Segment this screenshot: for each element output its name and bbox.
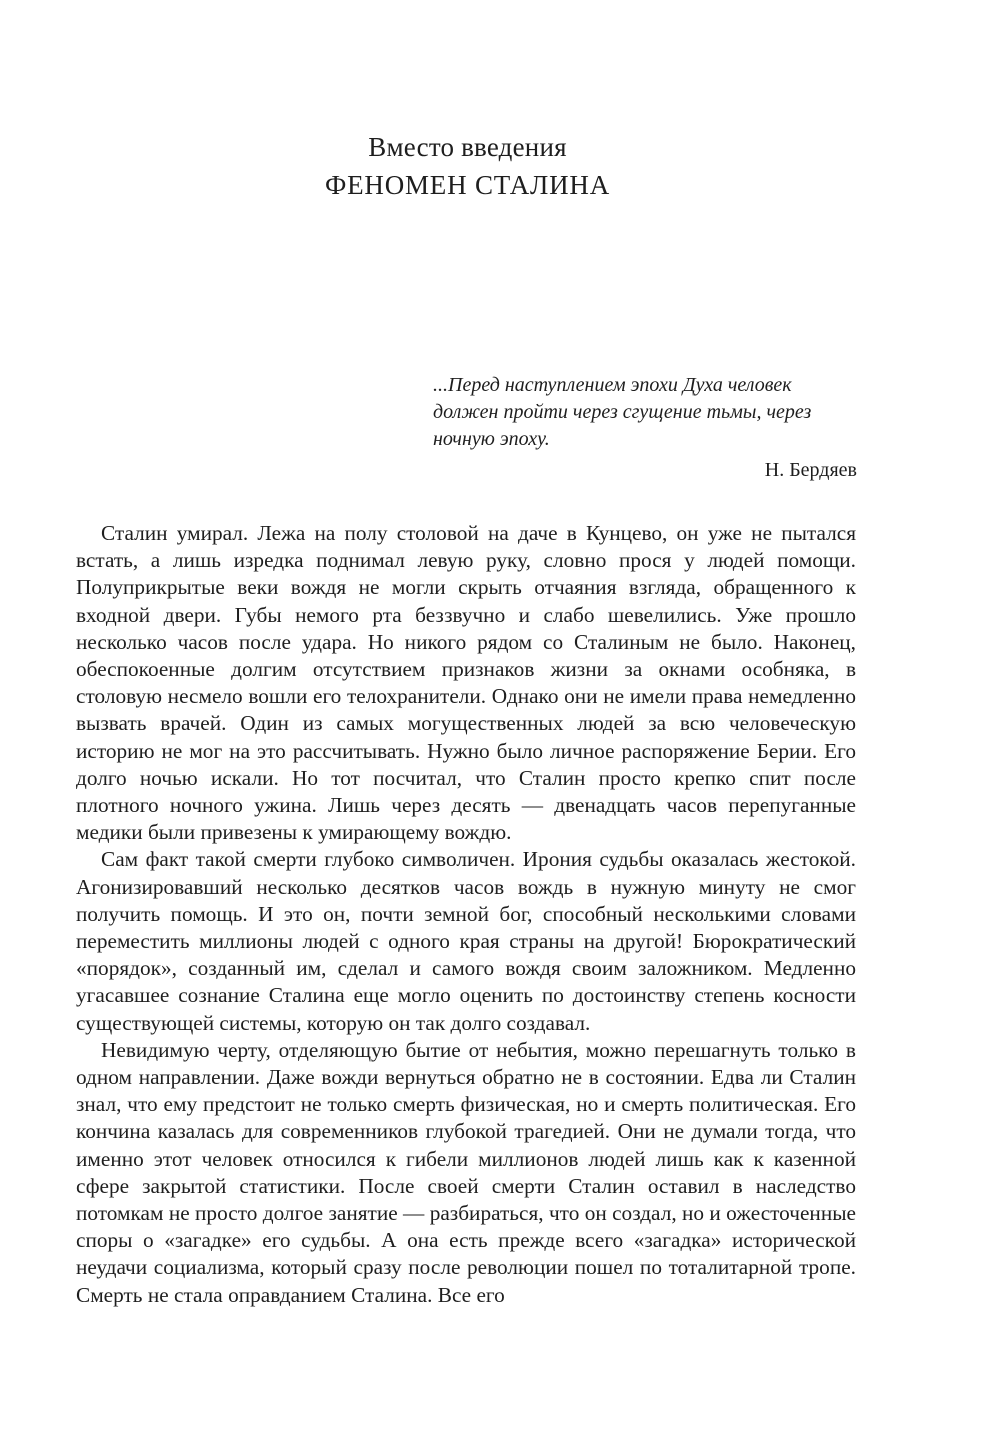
paragraph: Невидимую черту, отделяющую бытие от небытия, можно перешагнуть только в одном направлении. Даже вожди вернуться обратно не в состоянии. Едва ли Сталин знал, что ему предстоит не только смерть физическая, но и смерть политическая. Его кончина казалась для современников глубокой трагедией. Они не думали тогда, что именно этот человек относился к гибели миллионов людей лишь как к казенной сфере закрытой статистики. После своей смерти Сталин оставил в наследство потомкам не просто долгое занятие — разбираться, что он создал, но и ожесточенные споры о «загадке» его судьбы. А она есть прежде всего «загадка» исторической неудачи социализма, который сразу после революции пошел по тоталитарной тропе. Смерть не стала оправданием Сталина. Все его [76, 1037, 856, 1307]
chapter-heading [0, 128, 935, 204]
paragraph: Сталин умирал. Лежа на полу столовой на даче в Кунцево, он уже не пытался встать, а лишь изредка поднимал левую руку, словно прося у людей помощи. Полуприкрытые веки вождя не могли скрыть отчаяния взгляда, обращенного к входной двери. Губы немого рта беззвучно и слабо шевелились. Уже прошло несколько часов после удара. Но никого рядом со Сталиным не было. Наконец, обеспокоенные долгим отсутствием признаков жизни за окнами особняка, в столовую несмело вошли его телохранители. Однако они не имели права немедленно вызвать врачей. Один из самых могущественных людей за всю человеческую историю не мог на это рассчитывать. Нужно было личное распоряжение Берии. Его долго ночью искали. Но тот посчитал, что Сталин просто крепко спит после плотного ночного ужина. Лишь через десять — двенадцать часов перепуганные медики были привезены к умирающему вождю. [76, 521, 856, 845]
body-text [76, 520, 856, 1309]
epigraph-quote: ...Перед наступлением эпохи Духа человек должен пройти через сгущение тьмы, через ночную эпоху. [433, 374, 812, 450]
chapter-subtitle: Вместо введения [368, 132, 567, 162]
epigraph-author: Н. Бердяев [764, 459, 857, 481]
epigraph [433, 372, 857, 484]
paragraph: Сам факт такой смерти глубоко символичен. Ирония судьбы оказалась жестокой. Агонизировавший несколько десятков часов вождь в нужную минуту не смог получить помощь. И это он, почти земной бог, способный несколькими словами переместить миллионы людей с одного края страны на другой! Бюрократический «порядок», созданный им, сделал и самого вождя своим заложником. Медленно угасавшее сознание Сталина еще могло оценить по достоинству степень косности существующей системы, которую он так долго создавал. [76, 847, 856, 1035]
chapter-title: ФЕНОМЕН СТАЛИНА [324, 170, 611, 200]
